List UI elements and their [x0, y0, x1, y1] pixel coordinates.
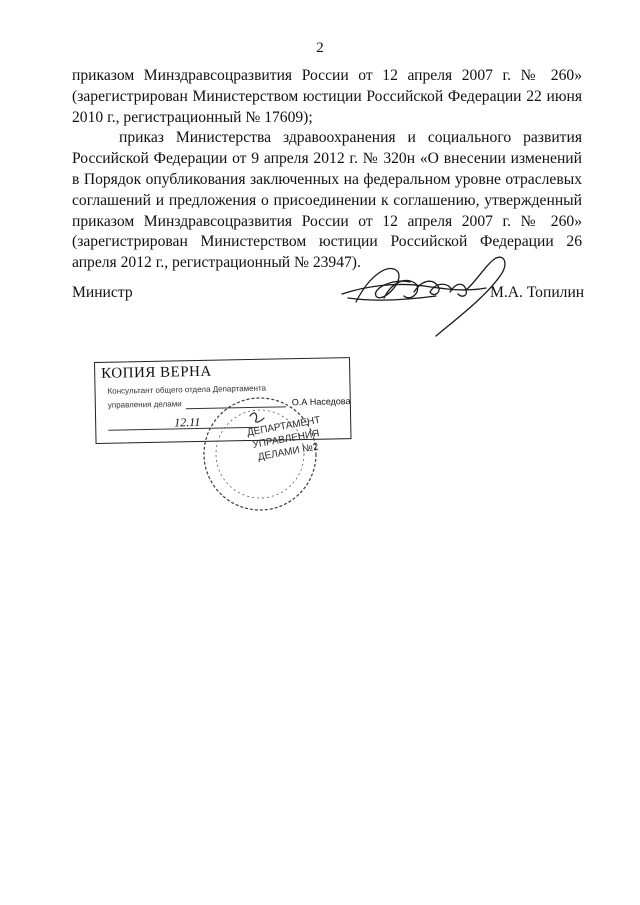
signatory-name: М.А. Топилин — [490, 284, 585, 301]
paragraph-order-320n: приказ Министерства здравоохранения и социального развития Российской Федерации от 9 апреля 2012 г. № 320н «О внесении изменений в Порядок опубликования заключенных на федеральном уровне отраслевых соглашений и предложения о присоединении к соглашению, утвержденный приказом Минздравсоцразвития России от 12 апреля 2007 г. № 260» (зарегистрирован Министерством юстиции Российской Федерации 26 апреля 2012 г., регистрационный № 23947). — [72, 129, 582, 272]
stamp-title: КОПИЯ ВЕРНА — [101, 363, 212, 382]
document-body — [72, 66, 582, 274]
stamp-date: 12.11 — [174, 414, 201, 430]
stamp-position-line: Консультант общего отдела Департамента — [107, 383, 267, 396]
handwritten-signature — [336, 252, 512, 342]
signatory-title: Министр — [72, 284, 133, 301]
stamp-department-line: управления делами — [107, 399, 182, 410]
paragraph-continuation: приказом Минздравсоцразвития России от 12 апреля 2007 г. № 260» (зарегистрирован Министерством юстиции Российской Федерации 22 июня 2010 г., регистрационный № 17609); — [72, 67, 582, 126]
seal-text: ДЕПАРТАМЕНТ УПРАВЛЕНИЯ ДЕЛАМИ №2 — [246, 414, 322, 464]
page-number: 2 — [316, 40, 324, 56]
stamp-signer-name: О.А Наседова — [291, 396, 351, 408]
